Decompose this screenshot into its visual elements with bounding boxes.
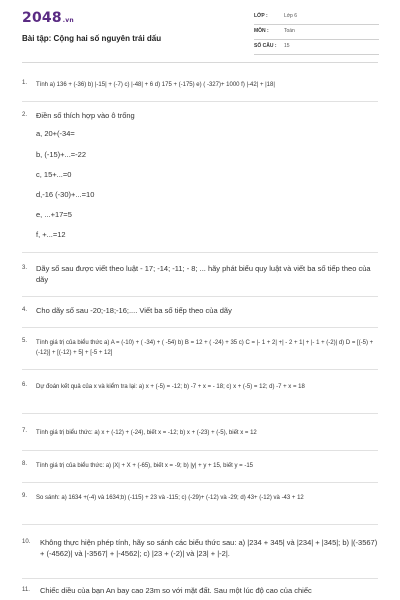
- divider: [22, 578, 378, 579]
- question-number: 7.: [22, 428, 28, 434]
- meta-key: LỚP :: [254, 13, 268, 19]
- question-text: Cho dãy số sau -20;-18;-16;.... Viết ba số tiếp theo của dãy: [36, 306, 232, 315]
- question-text: So sánh: a) 1634 +(-4) và 1634;b) (-115) + 23 và -115; c) (-29)+ (-12) và -29; d) 43+ (-12) và -43 + 12: [36, 495, 304, 501]
- question-text: Không thực hiện phép tính, hãy so sánh các biểu thức sau: a) |234 + 345| và |234| + |345|; b) |(-3567) + (-4562)| và |-3567| + |-4562|; c) |23 + (-2)| và |23| + |-2|.: [40, 538, 378, 558]
- meta-row-count: [254, 40, 379, 55]
- meta-key: SỐ CÂU :: [254, 43, 277, 49]
- divider: [22, 450, 378, 451]
- question-number: 2.: [22, 112, 28, 118]
- divider: [22, 101, 378, 102]
- question-number: 6.: [22, 382, 28, 388]
- fill-item: b, (-15)+...=-22: [36, 150, 87, 159]
- meta-value: Lớp 6: [284, 13, 298, 19]
- question-number: 10.: [22, 539, 31, 545]
- question-number: 5.: [22, 338, 28, 344]
- worksheet-title: Bài tập: Cộng hai số nguyên trái dấu: [22, 34, 162, 43]
- question-text: Tính giá trị của biểu thức: a) |X| + X + (-65), biết x = -9; b) |y| + y + 15, biết y = -15: [36, 463, 254, 469]
- divider: [22, 296, 378, 297]
- meta-value: 15: [284, 43, 290, 49]
- fill-item: a, 20+(-34=: [36, 129, 75, 138]
- question-number: 3.: [22, 265, 28, 271]
- divider: [22, 482, 378, 483]
- logo-suffix: .vn: [62, 17, 74, 24]
- question-text: Điền số thích hợp vào ô trống: [36, 111, 135, 120]
- question-number: 11.: [22, 587, 30, 593]
- divider: [22, 369, 378, 370]
- meta-row-class: [254, 10, 379, 25]
- divider: [22, 252, 378, 253]
- meta-panel: [254, 10, 379, 55]
- question-text: Tính giá trị biểu thức: a) x + (-12) + (-24), biết x = -12; b) x + (-23) + (-5), biết x = 12: [36, 430, 257, 436]
- meta-value: Toán: [284, 28, 295, 34]
- fill-item: c, 15+...=0: [36, 170, 72, 179]
- divider: [22, 327, 378, 328]
- question-text: Chiếc diều của bạn An bay cao 23m so với mặt đất. Sau một lúc độ cao của chiếc: [40, 586, 312, 595]
- question-number: 1.: [22, 80, 28, 86]
- question-number: 8.: [22, 461, 28, 467]
- meta-row-subject: [254, 25, 379, 40]
- fill-item: d,-16 (-30)+...=10: [36, 190, 95, 199]
- question-number: 4.: [22, 307, 28, 313]
- question-text: Dự đoán kết quả của x và kiểm tra lại: a) x + (-5) = -12; b) -7 + x = - 18; c) x + (-5) = 12; d) -7 + x = 18: [36, 384, 305, 390]
- fill-item: e, ...+17=5: [36, 210, 72, 219]
- question-text: Dãy số sau được viết theo luật - 17; -14; -11; - 8; ... hãy phát biểu quy luật và viết ba số tiếp theo của dãy: [36, 264, 371, 284]
- divider: [22, 413, 378, 414]
- header-divider: [22, 62, 378, 63]
- worksheet-header: [0, 0, 400, 62]
- question-text: Tính giá trị của biểu thức a) A = (-10) + ( -34) + ( -54) b) B = 12 + ( -24) + 35 c) C = |- 1 + 2| +| - 2 + 1| + |- 1 + (-2)| d) D = [(-5) + (-12)] + [(-12) + 5] + [-5 + 12]: [36, 340, 374, 356]
- logo-main: 2048: [22, 10, 62, 26]
- meta-key: MÔN :: [254, 28, 269, 34]
- question-text: Tính a) 136 + (-36) b) |-15| + (-7) c) |-48| + 6 d) 175 + (-175) e) ( -327)+ 1000 f) |-42| + |18|: [36, 82, 275, 88]
- divider: [22, 524, 378, 525]
- site-logo[interactable]: [22, 10, 74, 26]
- fill-item: f, +...=12: [36, 230, 66, 239]
- question-number: 9.: [22, 493, 28, 499]
